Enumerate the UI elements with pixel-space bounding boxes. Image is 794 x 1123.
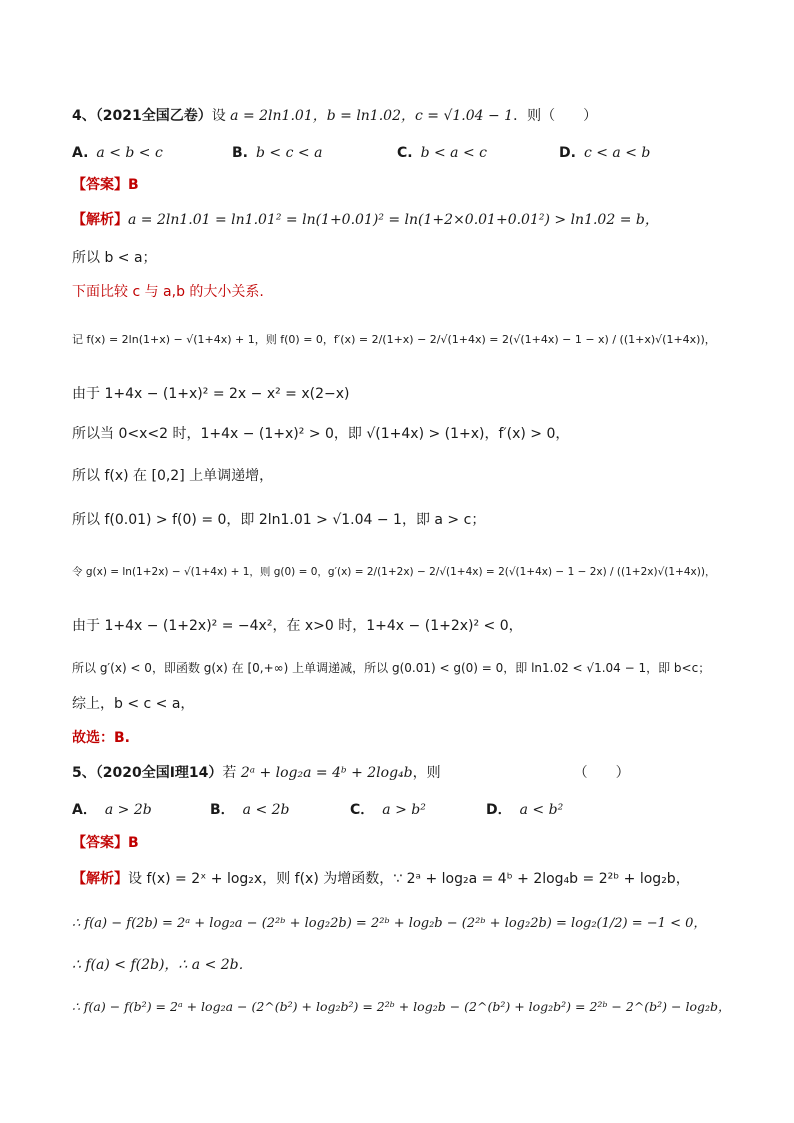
q5-analysis-line-1: 【解析】设 f(x) = 2ˣ + log₂x，则 f(x) 为增函数，∵ 2ᵃ + log₂a = 4ᵇ + 2log₄b = 2²ᵇ + log₂b， bbox=[72, 871, 690, 887]
q4-source: （2021全国乙卷） bbox=[95, 108, 212, 124]
q4-option-d: D. c < a < b bbox=[559, 145, 651, 161]
q4-step-2: 所以 b < a； bbox=[72, 250, 157, 266]
q4-answer bbox=[72, 175, 734, 195]
q5-step-3: ∴ f(a) < f(2b)，∴ a < 2b． bbox=[72, 957, 253, 973]
q4-step-5: 由于 1+4x − (1+x)² = 2x − x² = x(2−x) bbox=[72, 386, 350, 402]
q4-option-a: A. a < b < c bbox=[72, 145, 163, 161]
q4-step-8: 所以 f(0.01) > f(0) = 0，即 2ln1.01 > √1.04 − 1，即 a > c； bbox=[72, 512, 486, 528]
q5-option-a: A． a > 2b bbox=[72, 802, 152, 818]
q4-stem bbox=[72, 106, 734, 126]
q5-option-d: D． a < b² bbox=[486, 802, 564, 818]
q5-answer bbox=[72, 833, 734, 853]
q4-step-9: 令 g(x) = ln(1+2x) − √(1+4x) + 1，则 g(0) = 0，g′(x) = 2/(1+2x) − 2/√(1+4x) = 2(√(1+4x) − 1 − 2x) / ((1+2x)√(1+4x))， bbox=[72, 566, 716, 578]
q5-stem-math: 2ᵃ + log₂a = 4ᵇ + 2log₄b bbox=[240, 765, 413, 781]
q5-analysis-label: 【解析】 bbox=[72, 871, 128, 887]
q5-step-4: ∴ f(a) − f(b²) = 2ᵃ + log₂a − (2^(b²) + log₂b²) = 2²ᵇ + log₂b − (2^(b²) + log₂b²) = 2²ᵇ − 2^(b²) − log₂b， bbox=[72, 999, 731, 1014]
q4-stem-math: a = 2ln1.01，b = ln1.02，c = √1.04 − 1 bbox=[230, 108, 514, 124]
q4-answer-value: B bbox=[128, 177, 139, 193]
q4-stem-cn: 设 bbox=[211, 108, 226, 124]
q5-option-b: B． a < 2b bbox=[210, 802, 290, 818]
q4-analysis-label: 【解析】 bbox=[72, 212, 128, 228]
q5-answer-label: 【答案】 bbox=[72, 835, 128, 851]
q5-stem-cn: 若 bbox=[222, 765, 237, 781]
q4-step-10: 由于 1+4x − (1+2x)² = −4x²，在 x>0 时，1+4x − (1+2x)² < 0， bbox=[72, 618, 523, 634]
q4-step-11: 所以 g′(x) < 0，即函数 g(x) 在 [0,+∞) 上单调递减，所以 g(0.01) < g(0) = 0，即 ln1.02 < √1.04 − 1，即 b<c； bbox=[72, 661, 711, 675]
q5-step-2: ∴ f(a) − f(2b) = 2ᵃ + log₂a − (2²ᵇ + log₂2b) = 2²ᵇ + log₂b − (2²ᵇ + log₂2b) = log₂(1/2) = −1 < 0， bbox=[72, 916, 707, 931]
q4-stem-end: ．则（ ） bbox=[513, 108, 598, 124]
q4-step-7: 所以 f(x) 在 [0,2] 上单调递增， bbox=[72, 468, 274, 484]
q5-answer-value: B bbox=[128, 835, 139, 851]
q4-step-13: 故选：B. bbox=[72, 730, 130, 746]
q5-stem bbox=[72, 763, 734, 783]
q5-source: （2020全国Ⅰ理14） bbox=[95, 765, 223, 781]
q4-option-b: B. b < c < a bbox=[232, 145, 323, 161]
q4-step-12: 综上，b < c < a， bbox=[72, 696, 195, 712]
q4-step-6: 所以当 0<x<2 时，1+4x − (1+x)² > 0，即 √(1+4x) > (1+x)，f′(x) > 0， bbox=[72, 426, 570, 442]
q4-option-c: C. b < a < c bbox=[397, 145, 488, 161]
q5-option-c: C． a > b² bbox=[350, 802, 426, 818]
q4-answer-label: 【答案】 bbox=[72, 177, 128, 193]
q5-stem-end: ，则 （ ） bbox=[412, 765, 630, 781]
q5-number: 5、 bbox=[72, 765, 96, 781]
q4-analysis-line-1: 【解析】a = 2ln1.01 = ln1.01² = ln(1+0.01)² = ln(1+2×0.01+0.01²) > ln1.02 = b， bbox=[72, 212, 659, 228]
q4-number: 4、 bbox=[72, 108, 96, 124]
q4-step-4: 记 f(x) = 2ln(1+x) − √(1+4x) + 1，则 f(0) = 0，f′(x) = 2/(1+x) − 2/√(1+4x) = 2(√(1+4x) − 1 − x) / ((1+x)√(1+4x))， bbox=[72, 333, 716, 346]
q4-step-3: 下面比较 c 与 a,b 的大小关系. bbox=[72, 284, 264, 300]
